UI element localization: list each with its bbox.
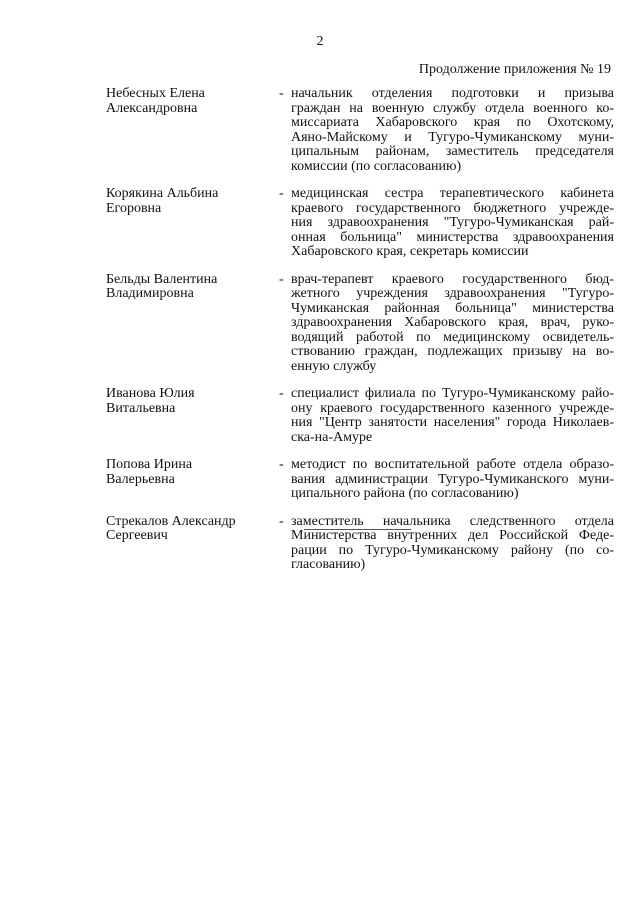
member-role-line: ону краевого государственного казенного учрежде- <box>291 400 614 416</box>
member-role-line: специалист филиала по Тугуро-Чумиканскому райо- <box>291 386 614 401</box>
member-role-line: методист по воспитательной работе отдела образо- <box>291 457 614 472</box>
member-role-line: начальник отделения подготовки и призыва <box>291 86 614 101</box>
member-role-line: Хабаровского края, секретарь комиссии <box>291 244 529 259</box>
member-role-line: Чумиканская районная больница" министерства <box>291 300 614 316</box>
commission-members-list <box>106 87 614 573</box>
member-dash: - <box>279 86 284 101</box>
member-role-line: жетного учреждения здравоохранения "Тугуро- <box>291 286 614 301</box>
member-row <box>106 273 614 375</box>
member-name-line: Небесных Елена <box>106 86 205 101</box>
member-name-line: Стрекалов Александр <box>106 513 236 529</box>
member-name <box>106 87 276 116</box>
member-role-line: водящий работой по медицинскому освидетель- <box>291 329 614 345</box>
member-role-line: ципальным районам, заместитель председателя <box>291 144 614 159</box>
member-role-line: вания администрации Тугуро-Чумиканского муни- <box>291 471 614 487</box>
member-role-line: медицинская сестра терапевтического кабинета <box>291 186 614 201</box>
member-name-line: Корякина Альбина <box>106 186 219 201</box>
member-name-line: Бельды Валентина <box>106 271 218 287</box>
member-dash: - <box>279 457 284 472</box>
member-role-line: гласованию) <box>291 557 366 572</box>
member-role-line: граждан на военную службу отдела военного ко- <box>291 100 614 116</box>
member-dash: - <box>279 386 284 401</box>
member-name <box>106 187 276 216</box>
page-number: 2 <box>316 34 324 49</box>
member-role <box>291 387 614 445</box>
member-name-line: Витальевна <box>106 400 176 416</box>
member-row <box>106 387 614 445</box>
member-role-line: здравоохранения Хабаровского края, врач, руко- <box>291 315 614 330</box>
member-row <box>106 458 614 502</box>
member-dash: - <box>279 513 284 529</box>
member-name-line: Валерьевна <box>106 471 175 487</box>
member-name <box>106 458 276 487</box>
member-name-line: Владимировна <box>106 286 194 301</box>
member-dash: - <box>279 186 284 201</box>
member-role <box>291 515 614 573</box>
member-name-line: Попова Ирина <box>106 457 193 472</box>
member-role <box>291 187 614 260</box>
member-role <box>291 273 614 375</box>
member-row <box>106 87 614 174</box>
member-name-line: Егоровна <box>106 200 162 216</box>
member-role-line: заместитель начальника следственного отдела <box>291 513 614 529</box>
closing-divider <box>304 529 411 530</box>
member-name-line: Александровна <box>106 100 198 116</box>
member-name-line: Сергеевич <box>106 528 168 543</box>
member-role-line: ния "Центр занятости населения" города Николаев- <box>291 415 614 430</box>
member-role-line: миссариата Хабаровского края по Охотскому, <box>291 115 614 130</box>
member-name-line: Иванова Юлия <box>106 386 195 401</box>
member-role-line: онная больница" министерства здравоохранения <box>291 229 614 245</box>
member-role-line: врач-терапевт краевого государственного бюд- <box>291 271 614 287</box>
member-role <box>291 458 614 502</box>
member-role-line: ствованию граждан, подлежащих призыву на во- <box>291 344 614 359</box>
member-row <box>106 515 614 573</box>
member-role-line: ска-на-Амуре <box>291 429 373 445</box>
member-role-line: Министерства внутренних дел Российской Феде- <box>291 528 614 543</box>
member-row <box>106 187 614 260</box>
continuation-heading: Продолжение приложения № 19 <box>418 62 611 77</box>
member-name <box>106 273 276 302</box>
member-role-line: енную службу <box>291 358 377 374</box>
member-role-line: Аяно-Майскому и Тугуро-Чумиканскому муни- <box>291 129 614 145</box>
member-name <box>106 387 276 416</box>
member-role-line: комиссии (по согласованию) <box>291 158 462 174</box>
member-role-line: краевого государственного бюджетного учрежде- <box>291 200 614 216</box>
member-name <box>106 515 276 544</box>
member-role-line: ципального района (по согласованию) <box>291 486 519 501</box>
member-role-line: рации по Тугуро-Чумиканскому району (по со- <box>291 542 614 558</box>
member-role-line: ния здравоохранения "Тугуро-Чумиканская рай- <box>291 215 614 230</box>
member-dash: - <box>279 271 284 287</box>
member-role <box>291 87 614 174</box>
